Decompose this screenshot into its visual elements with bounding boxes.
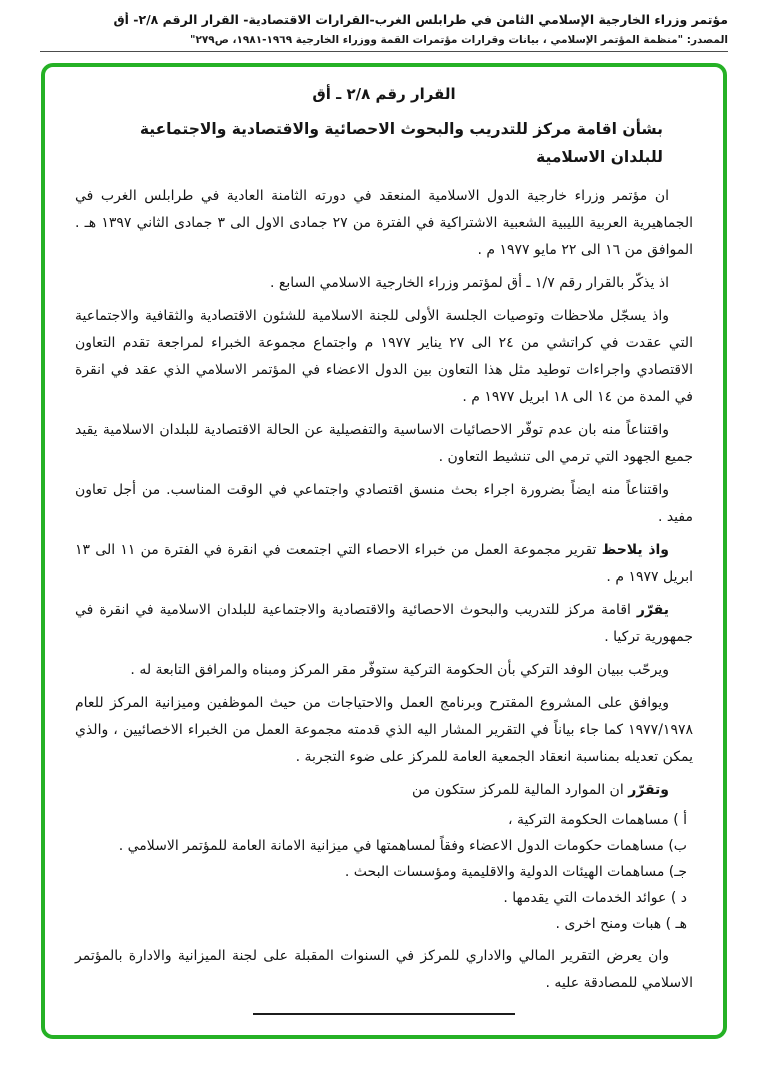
subject-title-line-1: بشأن اقامة مركز للتدريب والبحوث الاحصائية والاقتصادية والاجتماعية [139,120,663,138]
paragraph-lead: واقتناعاً [626,422,669,438]
resolution-frame [41,63,727,1039]
scanned-document-page [0,12,768,1039]
paragraph-text: ان الموارد المالية للمركز ستكون من [411,782,624,798]
resource-item-c: جـ) مساهمات الهيئات الدولية والاقليمية ومؤسسات البحث . [344,864,687,880]
paragraph-recalls [75,270,693,297]
paragraph-lead: اذ يذكّر [628,275,669,291]
header-divider [40,51,728,52]
resources-list [75,807,693,937]
paragraph-lead: وان [648,948,669,964]
paragraph-resources-intro [75,777,693,804]
resolution-subject-title [75,115,663,171]
paragraph-text: بالقرار رقم ١/٧ ـ أق لمؤتمر وزراء الخارجية الاسلامي السابع . [270,275,625,291]
header-citation-line: مؤتمر وزراء الخارجية الإسلامي الثامن في طرابلس الغرب-القرارات الاقتصادية- القرار الرقم ٢/٨- أق [113,12,728,27]
resolution-number-title: القرار رقم ٢/٨ ـ أق [312,85,456,103]
paragraph-decides [75,597,693,651]
resource-item-e: هـ ) هبات ومنح اخرى . [555,916,687,932]
paragraph-lead: ويرحّب [628,662,669,678]
paragraph-approves [75,690,693,771]
paragraph-closing [75,943,693,997]
paragraph-lead: ان [654,188,669,204]
header-source-line: المصدر: "منظمة المؤتمر الإسلامي ، بيانات وقرارات مؤتمرات القمة ووزراء الخارجية ١٩٦٩-١٩٨١، ص٢٧٩" [189,34,728,46]
paragraph-text: ببيان الوفد التركي بأن الحكومة التركية ستوفّر مقر المركز ومبناه والمرافق التابعة له . [130,662,624,678]
resource-item-b: ب) مساهمات حكومات الدول الاعضاء وفقاً لمساهمتها في ميزانية الامانة العامة للمؤتمر الاسلامي . [118,838,687,854]
paragraph-observes-report [75,537,693,591]
paragraph-text: على المشروع المقترح وبرنامج العمل والاحتياجات من حيث الموظفين وميزانية المركز للعام ١٩٧٧/١٩٧٨ كما جاء بياناً في التقرير المشار اليه الذي قدمته مجموعة العمل من الخبراء الاخصائيين ، والذي يمكن تعديله بمناسبة انعقاد الجمعية العامة للمركز على ضوء التجربة . [75,695,693,765]
paragraph-notes-session [75,303,693,411]
paragraph-text: منه بان عدم توفّر الاحصائيات الاساسية والتفصيلية عن الحالة الاقتصادية للبلدان الاسلامية يقيد جميع الجهود التي ترمي الى تنشيط التعاون . [75,422,693,465]
paragraph-text: اقامة مركز للتدريب والبحوث الاحصائية والاقتصادية والاجتماعية للبلدان الاسلامية في انقرة في جمهورية تركيا . [75,602,693,645]
document-header [40,12,728,52]
footnote-divider [253,1013,515,1015]
paragraph-conviction-1 [75,417,693,471]
paragraph-lead: يقرّر [636,602,669,618]
subject-title-line-2: للبلدان الاسلامية [536,148,663,166]
paragraph-text: تقرير مجموعة العمل من خبراء الاحصاء التي اجتمعت في انقرة في الفترة من ١١ الى ١٣ ابريل ١٩٧٧ م . [75,542,693,585]
resource-item-a: أ ) مساهمات الحكومة التركية ، [508,812,687,828]
paragraph-preamble-1 [75,183,693,264]
paragraph-text: يعرض التقرير المالي والاداري للمركز في السنوات المقبلة على لجنة الميزانية والادارة بالمؤتمر الاسلامي للمصادقة عليه . [75,948,693,991]
paragraph-text: ملاحظات وتوصيات الجلسة الأولى للجنة الاسلامية للشئون الاقتصادية والثقافية والاجتماعية التي عقدت في كراتشي من ٢٤ الى ٢٧ يناير ١٩٧٧ م واجتماع مجموعة الخبراء لمراجعة تقدم التعاون الاقتصادي واجراءات توطيد مثل هذا التعاون بين الدول الاعضاء في المؤتمر الاسلامي الذي عقد في انقرة في المدة من ١٤ الى ١٨ ابريل ١٩٧٧ م . [75,308,693,405]
paragraph-lead: واذ يسجّل [610,308,669,324]
paragraph-welcomes [75,657,693,684]
paragraph-text: مؤتمر وزراء خارجية الدول الاسلامية المنعقد في دورته الثامنة العادية في طرابلس الغرب في الجماهيرية العربية الليبية الشعبية الاشتراكية في الفترة من ٢٧ جمادى الاول الى ٣ جمادى الثاني ١٣٩٧ هـ . الموافق من ١٦ الى ٢٢ مايو ١٩٧٧ م . [75,188,693,258]
resource-item-d: د ) عوائد الخدمات التي يقدمها . [503,890,687,906]
paragraph-conviction-2 [75,477,693,531]
paragraph-lead: وتقرّر [628,782,669,798]
paragraph-lead: واذ يلاحظ [601,542,670,558]
paragraph-lead: ويوافق [628,695,669,711]
paragraph-text: منه ايضاً بضرورة اجراء بحث منسق اقتصادي واجتماعي في الوقت المناسب. من أجل تعاون مفيد . [75,482,693,525]
paragraph-lead: واقتناعاً [626,482,669,498]
